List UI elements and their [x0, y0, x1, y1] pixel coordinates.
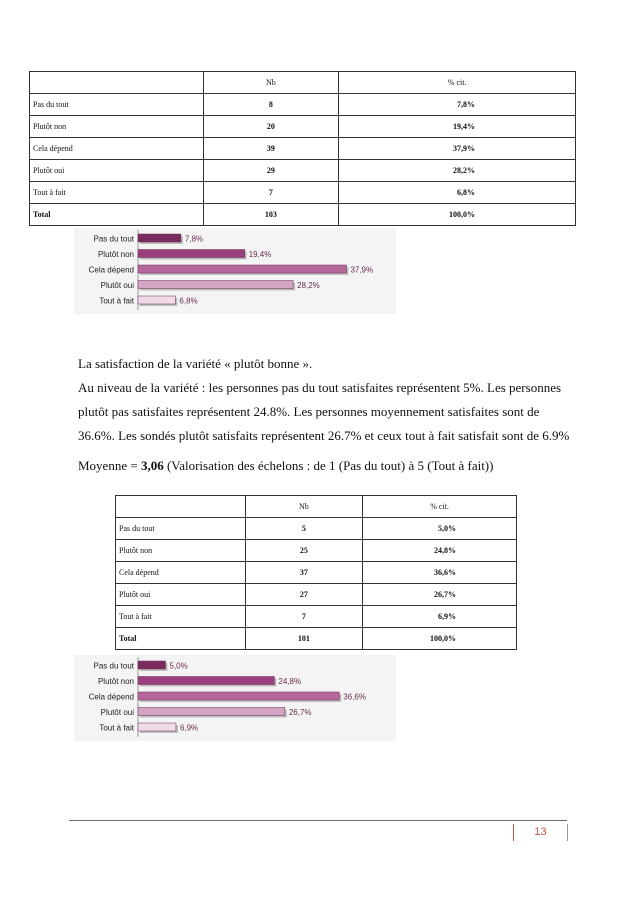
footer-rule: [69, 820, 567, 821]
row-count: 101: [245, 628, 363, 650]
row-count: 29: [203, 160, 339, 182]
row-percent: 37,9%: [339, 138, 576, 160]
bar: [138, 250, 245, 258]
category-label: Pas du tout: [93, 661, 134, 671]
bar: [138, 677, 274, 685]
row-count: 8: [203, 94, 339, 116]
section-title: La satisfaction de la variété « plutôt bonne ».: [78, 356, 313, 371]
row-count: 5: [245, 518, 363, 540]
row-count: 37: [245, 562, 363, 584]
table-row: [116, 562, 517, 584]
satisfaction-table-1: [29, 71, 576, 226]
table-row: [30, 138, 576, 160]
data-label: 6,9%: [179, 723, 199, 733]
table-header-cell: [30, 72, 204, 94]
table-header-cell: Nb: [203, 72, 339, 94]
table-header-row: [116, 496, 517, 518]
row-count: 39: [203, 138, 339, 160]
data-label: 5,0%: [169, 661, 188, 671]
bar: [138, 234, 181, 242]
row-label: Plutôt oui: [116, 584, 246, 606]
bar: [138, 296, 175, 304]
table-row: [30, 160, 576, 182]
table-total-row: [116, 628, 517, 650]
data-label: 19,4%: [248, 250, 272, 259]
table-header-cell: Nb: [245, 496, 363, 518]
average-line: [78, 458, 493, 474]
row-percent: 100,0%: [339, 204, 576, 226]
row-label: Cela dépend: [116, 562, 246, 584]
paragraph-line: plutôt pas satisfaites représentent 24.8%. Les personnes moyennement satisfaites sont de: [78, 404, 540, 419]
satisfaction-bar-chart-2: [74, 655, 396, 741]
row-label: Total: [116, 628, 246, 650]
page-number: 13: [513, 824, 568, 841]
row-count: 103: [203, 204, 339, 226]
row-percent: 6,9%: [363, 606, 517, 628]
bar: [138, 661, 166, 669]
category-label: Pas du tout: [93, 234, 134, 244]
paragraph-line: Au niveau de la variété : les personnes pas du tout satisfaites représentent 5%. Les personnes: [78, 380, 562, 395]
bar: [138, 723, 176, 731]
table-total-row: [30, 204, 576, 226]
bar: [138, 281, 293, 289]
data-label: 26,7%: [288, 708, 312, 717]
data-label: 36,6%: [343, 692, 366, 702]
row-percent: 28,2%: [339, 160, 576, 182]
chart-svg: [74, 228, 396, 314]
satisfaction-bar-chart-1: [74, 228, 396, 314]
row-count: 20: [203, 116, 339, 138]
row-count: 7: [203, 182, 339, 204]
table-row: [116, 606, 517, 628]
row-percent: 5,0%: [363, 518, 517, 540]
category-label: Tout à fait: [99, 296, 134, 306]
row-count: 25: [245, 540, 363, 562]
table-header-cell: % cit.: [363, 496, 517, 518]
table-header-cell: % cit.: [339, 72, 576, 94]
table-header-cell: [116, 496, 246, 518]
chart-svg: [74, 655, 396, 741]
table-row: [30, 116, 576, 138]
average-value: 3,06: [140, 458, 164, 473]
row-percent: 36,6%: [363, 562, 517, 584]
bar: [138, 692, 339, 700]
data-label: 7,8%: [184, 234, 204, 244]
row-count: 27: [245, 584, 363, 606]
category-label: Cela dépend: [88, 265, 134, 275]
category-label: Plutôt oui: [100, 281, 134, 290]
row-percent: 24,8%: [363, 540, 517, 562]
row-label: Pas du tout: [116, 518, 246, 540]
table-row: [116, 584, 517, 606]
row-label: Total: [30, 204, 204, 226]
row-label: Plutôt non: [30, 116, 204, 138]
data-label: 37,9%: [350, 265, 374, 275]
table-row: [30, 94, 576, 116]
average-prefix: Moyenne =: [78, 458, 141, 473]
average-suffix: (Valorisation des échelons : de 1 (Pas du tout) à 5 (Tout à fait)): [163, 458, 494, 473]
category-label: Plutôt non: [97, 250, 134, 259]
table-row: [116, 518, 517, 540]
row-label: Cela dépend: [30, 138, 204, 160]
table-header-row: [30, 72, 576, 94]
category-label: Plutôt non: [97, 677, 134, 686]
data-label: 24,8%: [278, 677, 302, 686]
row-percent: 26,7%: [363, 584, 517, 606]
table-row: [30, 182, 576, 204]
row-percent: 100,0%: [363, 628, 517, 650]
satisfaction-table-2: [115, 495, 517, 650]
table-row: [116, 540, 517, 562]
row-label: Tout à fait: [30, 182, 204, 204]
data-label: 6,8%: [179, 296, 198, 306]
commentary: [78, 352, 578, 448]
row-percent: 6,8%: [339, 182, 576, 204]
category-label: Cela dépend: [88, 692, 134, 702]
row-label: Plutôt oui: [30, 160, 204, 182]
row-label: Plutôt non: [116, 540, 246, 562]
row-percent: 7,8%: [339, 94, 576, 116]
row-label: Pas du tout: [30, 94, 204, 116]
row-percent: 19,4%: [339, 116, 576, 138]
data-label: 28,2%: [297, 281, 320, 290]
bar: [138, 708, 285, 716]
category-label: Plutôt oui: [100, 708, 134, 717]
paragraph-line: 36.6%. Les sondés plutôt satisfaits représentent 26.7% et ceux tout à fait satisfait sont de 6.9%: [78, 428, 570, 443]
category-label: Tout à fait: [99, 723, 134, 733]
bar: [138, 265, 346, 273]
row-count: 7: [245, 606, 363, 628]
row-label: Tout à fait: [116, 606, 246, 628]
